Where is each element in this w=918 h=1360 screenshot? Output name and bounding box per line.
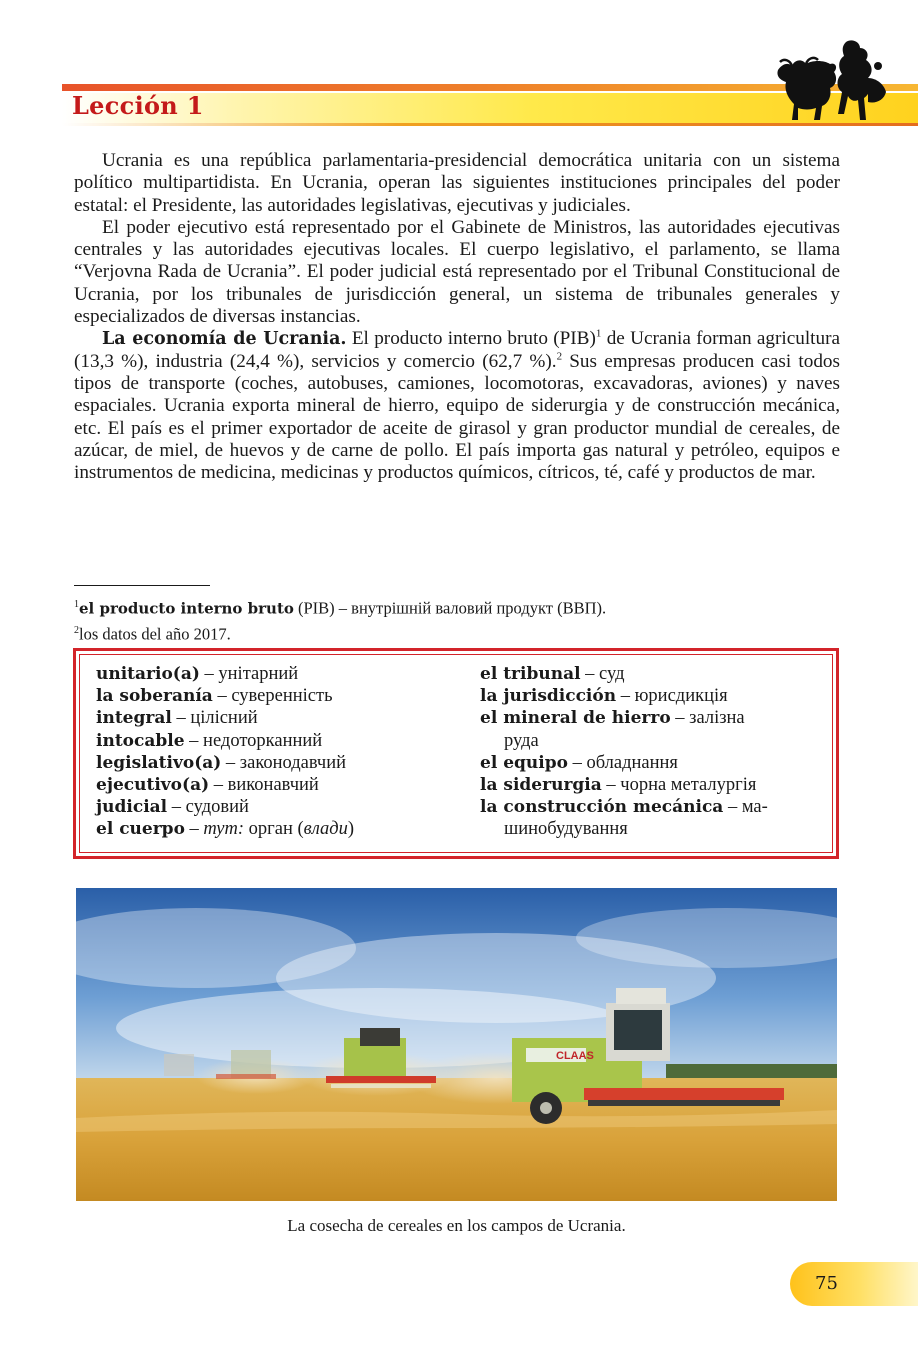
footnote-text: (PIB) – внутрішній валовий продукт (ВВП).	[293, 598, 607, 618]
vocab-item	[480, 774, 816, 796]
vocab-translation: – унітарний	[199, 664, 299, 684]
vocab-translation: – ма-	[723, 797, 768, 818]
vocab-term: el cuerpo	[96, 819, 185, 840]
paragraph-3-part-c: Sus empresas producen casi todos tipos de transporte (coches, autobuses, camiones, locomotoras, excavadoras, aviones) y naves espaciales. Ucrania exporta mineral de hierro, equipo de siderurgia y de construcción mecánica, etc. El país es el primer exportador de aceite de girasol y gran productor mundial de cereales, de azúcar, de miel, de huevos y de carne de pollo. El país importa gas natural y petróleo, equipos e instrumentos de medicina, medicinas y productos químicos, cítricos, té, café y productos de mar.	[74, 350, 840, 484]
vocabulary-column-right	[480, 663, 816, 841]
vocab-item	[96, 730, 466, 752]
vocab-translation: – судовий	[167, 797, 249, 818]
paragraph-2: El poder ejecutivo está representado por el Gabinete de Ministros, las autoridades ejecutivas centrales y las autoridades ejecutivas locales. El cuerpo legislativo, el parlamento, se llama “Verjovna Rada de Ucrania”. El poder judicial está representado por el Tribunal Constitucional de Ucrania, por los tribunales de jurisdicción general, un sistema de tribunales generales y especializados de diversas instancias.	[74, 216, 840, 328]
vocab-term: integral	[96, 708, 172, 729]
vocab-item	[96, 663, 466, 685]
vocab-term: el tribunal	[480, 664, 581, 684]
footnote-text: los datos del año 2017.	[79, 624, 231, 643]
vocab-item	[96, 818, 466, 840]
vocab-item	[96, 707, 466, 729]
vocab-term: judicial	[96, 797, 168, 818]
vocab-translation-note: влади	[303, 819, 348, 840]
vocab-translation: – суд	[580, 664, 625, 684]
paragraph-3-part-a: El producto interno bruto (PIB)	[346, 328, 596, 350]
paragraph-3	[74, 328, 840, 484]
main-text	[74, 150, 840, 484]
photo-caption: La cosecha de cereales en los campos de Ucrania.	[287, 1216, 626, 1235]
vocab-item	[96, 685, 466, 707]
vocab-term: unitario(a)	[96, 664, 200, 684]
vocab-item	[480, 752, 816, 774]
vocab-term: la siderurgia	[480, 775, 602, 796]
vocab-translation: – виконавчий	[209, 775, 319, 796]
vocab-term: intocable	[96, 730, 185, 751]
footnote-mark: 1	[74, 599, 79, 610]
page-number-tab	[790, 1262, 918, 1306]
vocab-item-continuation: руда	[504, 730, 539, 751]
footnote-mark: 2	[74, 624, 79, 636]
vocab-translation: – цілісний	[171, 708, 258, 729]
footnote-ref-1: 1	[595, 327, 602, 340]
footnote-ref-2: 2	[556, 350, 563, 363]
footnote-1	[74, 594, 840, 620]
page-number: 75	[815, 1273, 838, 1294]
footnotes	[74, 594, 840, 644]
vocab-translation-note: тут:	[203, 819, 245, 840]
vocab-term: el equipo	[480, 752, 568, 773]
vocab-translation: – законодавчий	[221, 752, 346, 773]
vocab-item	[96, 774, 466, 796]
vocab-translation: – обладнання	[567, 752, 678, 773]
vocab-translation: орган (	[244, 819, 304, 840]
vocab-item-continuation: шинобудування	[504, 819, 628, 840]
footnote-term: el producto interno bruto	[79, 599, 294, 618]
combine-brand-label: CLAAS	[556, 1050, 594, 1062]
vocab-term: la soberanía	[96, 686, 213, 707]
vocab-item	[480, 796, 816, 818]
footnote-2	[74, 620, 840, 645]
vocab-term: ejecutivo(a)	[96, 775, 210, 796]
lesson-title: Lección 1	[72, 91, 204, 120]
vocab-term: la jurisdicción	[480, 686, 617, 707]
vocab-term: la construcción mecánica	[480, 797, 724, 818]
vocab-term: el mineral de hierro	[480, 708, 671, 729]
vocab-item	[480, 663, 816, 685]
vocab-item	[96, 752, 466, 774]
harvest-photo	[76, 888, 837, 1201]
vocab-term: legislativo(a)	[96, 752, 222, 773]
vocab-translation: – чорна металургія	[601, 775, 757, 796]
footnote-divider	[74, 585, 210, 586]
vocab-item	[96, 796, 466, 818]
vocab-translation: – юрисдикція	[616, 686, 728, 707]
vocab-translation: –	[184, 819, 204, 840]
vocab-translation: – недоторканний	[184, 730, 323, 751]
vocabulary-column-left	[96, 663, 466, 841]
vocab-translation: – залізна	[670, 708, 745, 729]
vocab-item	[480, 707, 816, 729]
paragraph-3-part-b: de Ucrania forman agricultura (13,3 %), industria (24,4 %), servicios y comercio (62,7 %).	[74, 328, 841, 372]
harvest-illustration	[76, 888, 837, 1201]
vocab-translation: – суверенність	[212, 686, 333, 707]
vocabulary-box	[73, 648, 839, 859]
economy-heading: La economía de Ucrania.	[102, 329, 347, 350]
vocab-translation: )	[347, 819, 355, 840]
paragraph-1: Ucrania es una república parlamentaria-presidencial democrática unitaria con un sistema político multipartidista. En Ucrania, operan las siguientes instituciones principales del poder estatal: el Presidente, las autoridades legislativas, ejecutivas y judiciales.	[74, 150, 840, 216]
vocab-item	[480, 685, 816, 707]
bullfighter-logo-icon	[772, 34, 892, 126]
